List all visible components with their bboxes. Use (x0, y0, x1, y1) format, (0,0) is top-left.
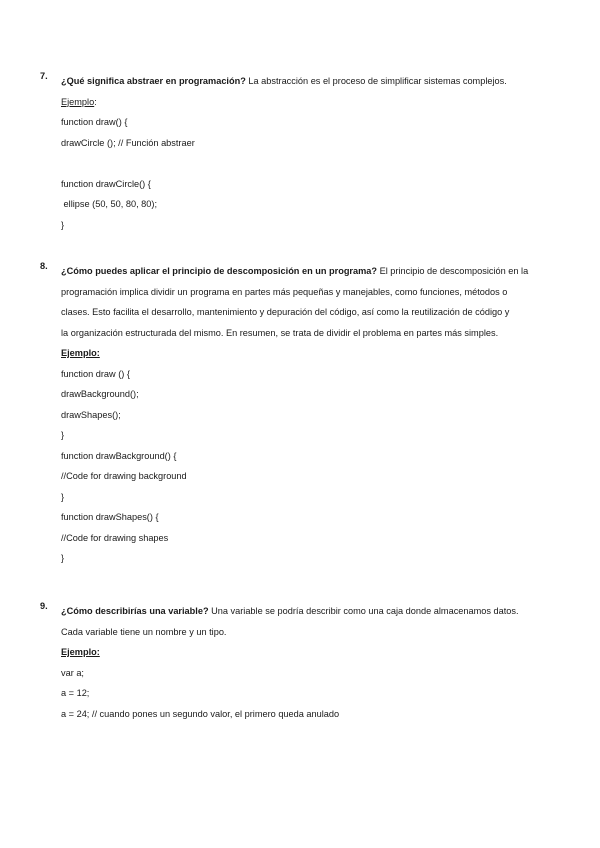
question-7 (40, 71, 560, 235)
question-title: ¿Qué significa abstraer en programación? (61, 76, 246, 86)
answer-line: clases. Esto facilita el desarrollo, mantenimiento y depuración del código, así como la reutilización de código y (61, 307, 510, 317)
question-number: 8. (40, 261, 48, 271)
question-line (61, 71, 560, 92)
question-title: ¿Cómo puedes aplicar el principio de descomposición en un programa? (61, 266, 378, 276)
code-line: drawBackground(); (61, 389, 139, 399)
example-label: Ejemplo: (61, 348, 100, 358)
question-answer: La abstracción es el proceso de simplificar sistemas complejos. (245, 76, 507, 86)
code-line: //Code for drawing background (61, 471, 187, 481)
code-line: function drawBackground() { (61, 450, 177, 461)
code-line: //Code for drawing shapes (61, 532, 169, 543)
question-8 (40, 261, 560, 569)
code-line: } (61, 430, 65, 440)
code-line: drawShapes(); (61, 409, 121, 420)
code-line: var a; (61, 667, 84, 678)
answer-line: Cada variable tiene un nombre y un tipo. (61, 626, 227, 637)
question-answer: El principio de descomposición en la (377, 266, 529, 276)
code-line: } (61, 491, 65, 502)
question-line (61, 261, 560, 282)
code-line: ellipse (50, 50, 80, 80); (61, 199, 158, 209)
code-line: function drawShapes() { (61, 512, 159, 522)
answer-line: programación implica dividir un programa en partes más pequeñas y manejables, como funciones, métodos o (61, 286, 508, 297)
example-heading (61, 343, 560, 364)
code-line: function draw() { (61, 117, 128, 127)
code-line (61, 153, 560, 174)
code-line: function drawCircle() { (61, 178, 151, 189)
example-heading (61, 92, 560, 113)
code-line: a = 12; (61, 688, 90, 698)
code-line: a = 24; // cuando pones un segundo valor, el primero queda anulado (61, 708, 340, 719)
question-number: 7. (40, 71, 48, 81)
example-label: Ejemplo: (61, 647, 100, 657)
example-label: Ejemplo (61, 96, 95, 107)
question-title: ¿Cómo describirías una variable? (61, 606, 209, 616)
answer-line: la organización estructurada del mismo. En resumen, se trata de dividir el problema en partes más simples. (61, 327, 499, 338)
example-colon: : (94, 96, 97, 107)
question-number: 9. (40, 601, 48, 611)
code-line: } (61, 219, 65, 230)
question-9 (40, 601, 560, 724)
code-line: function draw () { (61, 368, 130, 379)
question-answer: Una variable se podría describir como una caja donde almacenamos datos. (208, 606, 519, 616)
code-line: drawCircle (); // Función abstraer (61, 137, 195, 148)
code-line: } (61, 553, 65, 563)
question-line (61, 601, 560, 622)
example-heading (61, 642, 560, 663)
